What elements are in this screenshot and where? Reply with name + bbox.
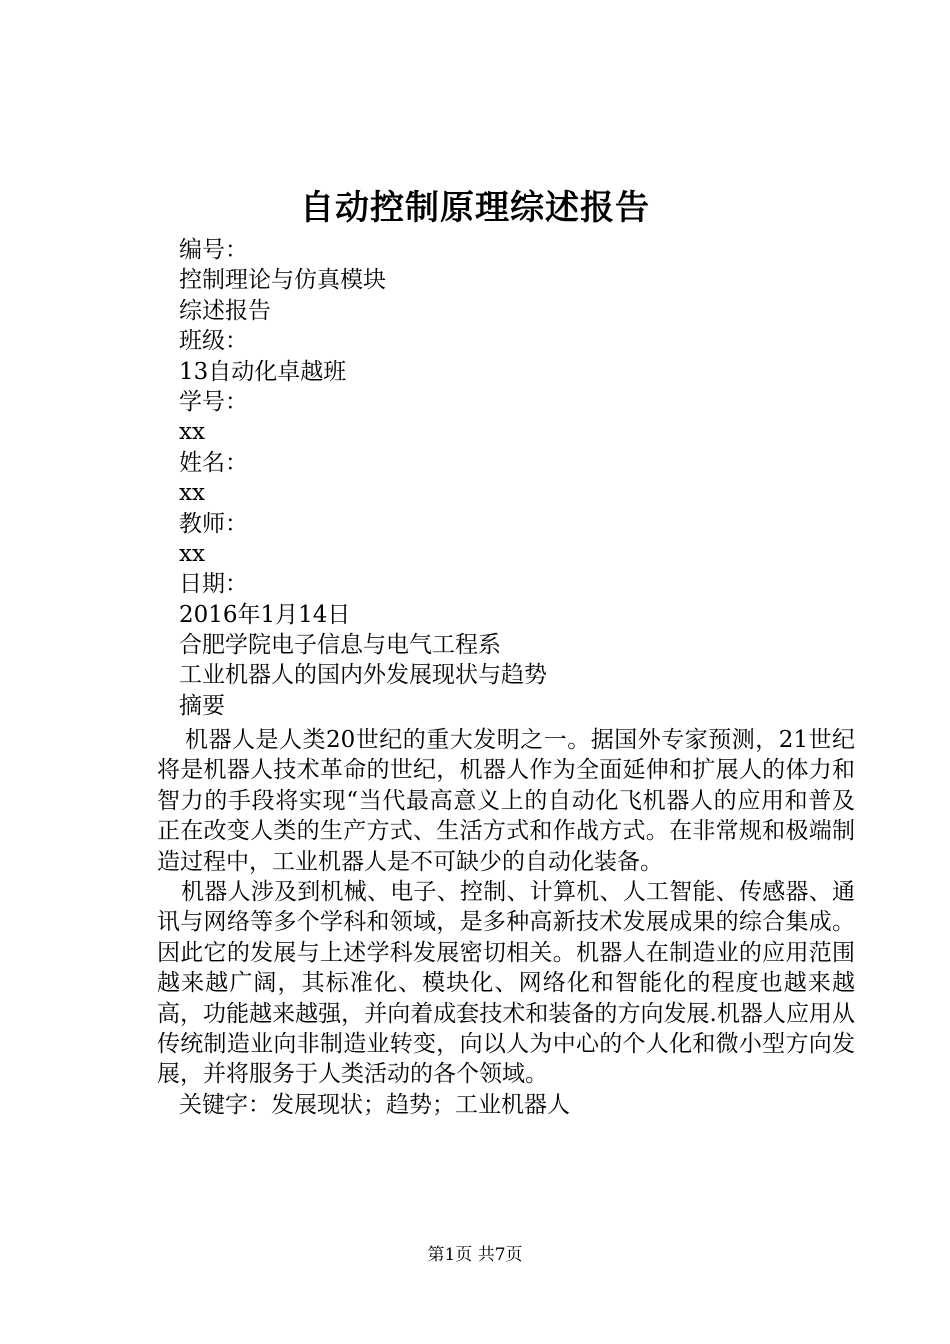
field-date-value: 2016年1月14日 (179, 601, 351, 628)
field-module: 控制理论与仿真模块 (179, 267, 386, 294)
field-serial-label: 编号： (179, 237, 248, 263)
abstract-body (157, 725, 855, 1120)
field-teacher-label: 教师： (179, 510, 248, 537)
abstract-heading: 摘要 (179, 692, 225, 719)
field-date-label: 日期： (179, 571, 248, 598)
keywords-line: 关键字：发展现状；趋势；工业机器人 (179, 1091, 570, 1118)
field-topic: 工业机器人的国内外发展现状与趋势 (179, 662, 547, 689)
field-teacher-value: xx (179, 540, 205, 567)
field-student-id-value: xx (179, 419, 205, 446)
field-report-type: 综述报告 (179, 297, 271, 324)
field-class-label: 班级： (179, 328, 248, 355)
page-footer: 第1页 共7页 (427, 1245, 523, 1265)
header-fields (179, 235, 547, 721)
field-name-value: xx (179, 480, 205, 507)
field-department: 合肥学院电子信息与电气工程系 (179, 632, 501, 659)
document-title: 自动控制原理综述报告 (300, 188, 650, 228)
field-class-value: 13自动化卓越班 (179, 358, 347, 385)
field-student-id-label: 学号： (179, 388, 248, 415)
abstract-paragraph: 机器人涉及到机械、电子、控制、计算机、人工智能、传感器、通讯与网络等多个学科和领域，是多种高新技术发展成果的综合集成。因此它的发展与上述学科发展密切相关。机器人在制造业的应用范围越来越广阔，其标准化、模块化、网络化和智能化的程度也越来越高，功能越来越强，并向着成套技术和装备的方向发展.机器人应用从传统制造业向非制造业转变，向以人为中心的个人化和微小型方向发展，并将服务于人类活动的各个领域。 (157, 879, 855, 1088)
abstract-paragraph: 机器人是人类20世纪的重大发明之一。据国外专家预测，21世纪将是机器人技术革命的世纪，机器人作为全面延伸和扩展人的体力和智力的手段将实现“当代最高意义上的自动化飞机器人的应用和普及正在改变人类的生产方式、生活方式和作战方式。在非常规和极端制造过程中，工业机器人是不可缺少的自动化装备。 (157, 727, 855, 875)
field-name-label: 姓名： (179, 449, 248, 476)
